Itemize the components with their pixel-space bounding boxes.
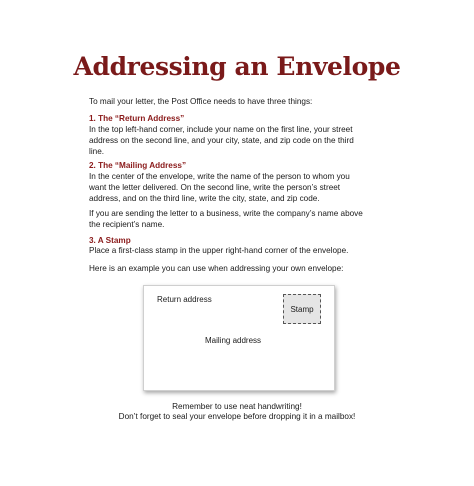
body-line: Place a first-class stamp in the upper right-hand corner of the envelope. bbox=[89, 246, 349, 255]
business-note bbox=[89, 208, 389, 230]
section-heading-mailing-address: 2. The “Mailing Address” bbox=[89, 161, 187, 170]
body-line: line. bbox=[89, 147, 105, 156]
section-body-return-address bbox=[89, 124, 389, 157]
footer-line-2: Don’t forget to seal your envelope before dropping it in a mailbox! bbox=[118, 412, 356, 421]
envelope-example bbox=[143, 285, 335, 391]
body-line: In the top left-hand corner, include your name on the first line, your street bbox=[89, 125, 353, 134]
section-heading-stamp: 3. A Stamp bbox=[89, 236, 131, 245]
mailing-address-label: Mailing address bbox=[205, 336, 262, 345]
page-title: Addressing an Envelope bbox=[73, 52, 401, 81]
example-intro: Here is an example you can use when addressing your own envelope: bbox=[89, 264, 344, 273]
section-body-mailing-address bbox=[89, 171, 389, 204]
stamp-label: Stamp bbox=[290, 304, 314, 314]
body-line: the recipient’s name. bbox=[89, 220, 165, 229]
intro-text: To mail your letter, the Post Office needs to have three things: bbox=[89, 97, 313, 106]
footer-line-1: Remember to use neat handwriting! bbox=[172, 402, 302, 411]
stamp-box bbox=[283, 294, 321, 324]
body-line: address, and on the third line, write the city, state, and zip code. bbox=[89, 194, 320, 203]
section-body-stamp bbox=[89, 245, 389, 256]
body-line: In the center of the envelope, write the name of the person to whom you bbox=[89, 172, 350, 181]
body-line: address on the second line, and your city, state, and zip code on the third bbox=[89, 136, 354, 145]
return-address-label: Return address bbox=[157, 295, 212, 304]
section-heading-return-address: 1. The “Return Address” bbox=[89, 114, 185, 123]
body-line: If you are sending the letter to a business, write the company’s name above bbox=[89, 209, 363, 218]
body-line: want the letter delivered. On the second line, write the person’s street bbox=[89, 183, 341, 192]
